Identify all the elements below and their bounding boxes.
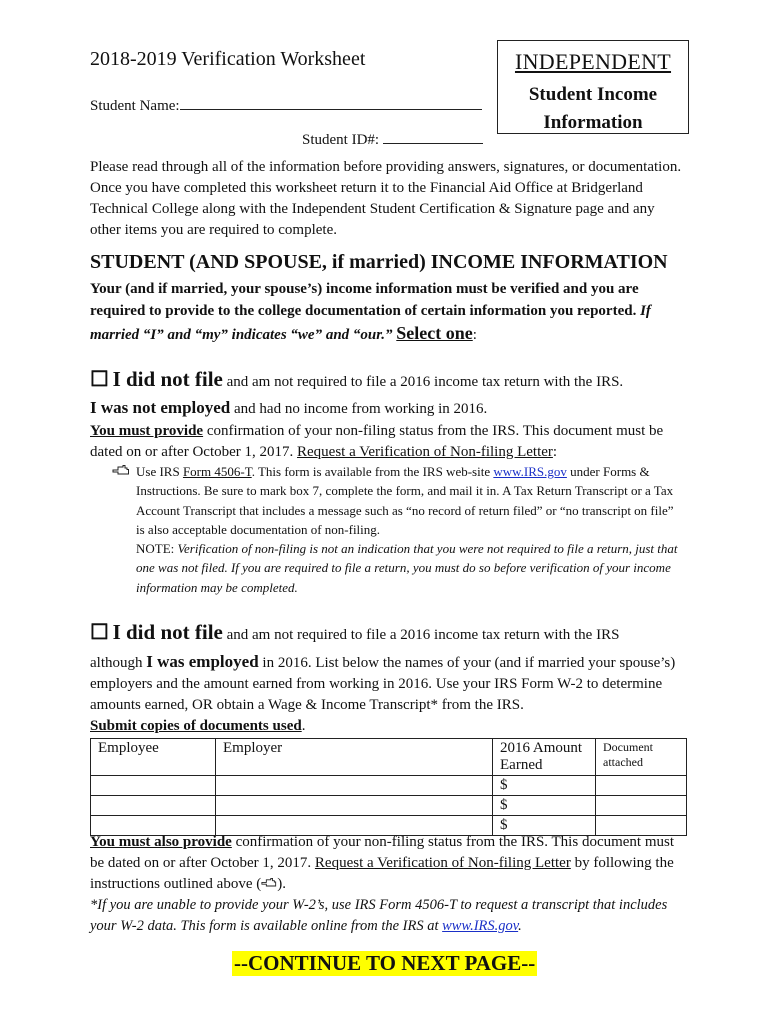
after-text-1: confirmation of your non-filing status from the IRS. This document must be dated on or after October 1, 2017. — [90, 834, 675, 871]
option-2-heading — [90, 620, 619, 645]
option-2-title-rest: and am not required to file a 2016 income tax return with the IRS — [226, 627, 620, 643]
irs-website-link-2[interactable]: www.IRS.gov — [442, 918, 519, 934]
section-heading: STUDENT (AND SPOUSE, if married) INCOME INFORMATION — [90, 251, 668, 273]
independent-box — [497, 40, 689, 134]
employer-cell[interactable] — [216, 776, 493, 796]
option-1-must-provide: You must provide confirmation of your non-filing status from the IRS. This document must be dated on or after October 1, 2017. Request a Verification of Non-filing Letter: — [90, 423, 664, 460]
note-prefix: Use IRS — [136, 464, 180, 479]
option-2-employed: I was employed — [146, 652, 259, 671]
intro-paragraph: Please read through all of the information before providing answers, signatures, or documentation. Once you have completed this worksheet return it to the Financial Aid Office at Bridgerland Technical College along with the Independent Student Certification & Signature page and any other items you are required to complete. — [90, 159, 682, 238]
option-1-note — [112, 462, 682, 597]
table-row — [91, 796, 687, 816]
section-instructions — [90, 278, 682, 346]
box-heading: INDEPENDENT — [514, 49, 672, 74]
employee-cell[interactable] — [91, 796, 216, 816]
student-name-label: Student Name: — [90, 98, 180, 114]
note-label: NOTE: — [136, 541, 175, 557]
document-cell[interactable] — [596, 796, 687, 816]
option-1-line2 — [90, 398, 487, 418]
employee-cell[interactable] — [91, 776, 216, 796]
option-1-checkbox[interactable]: ☐ — [90, 367, 109, 391]
header-document: Document attached — [596, 739, 687, 776]
option-1-title-rest: and am not required to file a 2016 income tax return with the IRS. — [226, 374, 624, 390]
option-2-body — [90, 651, 682, 737]
option-1-line2-rest: and had no income from working in 2016. — [234, 401, 488, 417]
box-subtitle-1: Student Income — [528, 84, 658, 105]
option-2-body-rest: in 2016. List below the names of your (and if married your spouse’s) employers and the amount earned from working in 2016. Use your IRS Form W-2 to determine amounts earned, OR obtain a Wage & Income Transcript* from the IRS. — [90, 655, 676, 713]
page-title: 2018-2019 Verification Worksheet — [90, 48, 366, 70]
option-2-title: I did not file — [112, 620, 223, 644]
hand-pointer-icon — [112, 462, 130, 481]
option-2-checkbox[interactable]: ☐ — [90, 620, 109, 644]
after-text-3: ). — [277, 876, 286, 892]
student-id-label: Student ID#: — [302, 132, 380, 148]
student-name-row — [90, 95, 482, 115]
student-id-field[interactable] — [383, 129, 483, 144]
select-one-colon: : — [472, 327, 477, 343]
section-sub-italic: If married “I” and “my” indicates “we” and “our.” — [90, 303, 651, 343]
table-header-row — [91, 739, 687, 776]
employer-cell[interactable] — [216, 796, 493, 816]
footnote-text: *If you are unable to provide your W-2’s, use IRS Form 4506-T to request a transcript that includes your W-2 data. This form is available online from the IRS at — [90, 897, 668, 934]
after-table-paragraph — [90, 832, 682, 895]
submit-copies-label: Submit copies of documents used — [90, 718, 302, 734]
option-1-not-employed: I was not employed — [90, 398, 231, 417]
option-1-heading — [90, 367, 623, 392]
after-text-2: by following the instructions outlined above ( — [90, 855, 674, 892]
box-subtitle-2: Information — [543, 112, 643, 133]
note-mid: . This form is available from the IRS web-site — [251, 464, 491, 479]
w2-footnote — [90, 895, 682, 937]
continue-banner: --CONTINUE TO NEXT PAGE-- — [234, 951, 536, 975]
header-amount: 2016 Amount Earned — [493, 739, 596, 776]
request-letter-link-1[interactable]: Request a Verification of Non-filing Letter — [297, 444, 553, 460]
request-letter-link-2[interactable]: Request a Verification of Non-filing Letter — [314, 855, 571, 871]
note-italic: Verification of non-filing is not an indication that you were not required to file a return, just that one was not filed. If you are required to file a return, you must do so before verification of your income information may be completed. — [136, 541, 678, 595]
header-employee: Employee — [91, 739, 216, 776]
option-2-although: although — [90, 655, 143, 671]
must-also-provide-label: You must also provide — [90, 834, 232, 850]
must-provide-text: confirmation of your non-filing status from the IRS. This document must be dated on or after October 1, 2017. — [90, 423, 664, 460]
footnote-end: . — [518, 918, 522, 934]
amount-cell[interactable]: $ — [493, 796, 596, 816]
header-employer: Employer — [216, 739, 493, 776]
hand-pointer-icon — [261, 876, 277, 892]
note-rest: under Forms & Instructions. Be sure to mark box 7, complete the form, and mail it in. A Tax Return Transcript or a Tax Account Transcript that includes a message such as “no record of return filed” or “no transcript on file” is also acceptable documentation of non-filing. — [136, 464, 674, 537]
option-1-title: I did not file — [112, 367, 223, 391]
must-provide-label: You must provide — [90, 423, 204, 439]
form-4506t-link[interactable]: Form 4506-T — [182, 464, 252, 479]
section-sub-text: Your (and if married, your spouse’s) income information must be verified and you are required to provide to the college documentation of certain information you reported. — [90, 281, 639, 319]
employment-table — [90, 738, 687, 836]
student-name-field[interactable] — [180, 95, 482, 110]
student-id-row — [302, 129, 483, 149]
document-cell[interactable] — [596, 776, 687, 796]
table-row — [91, 776, 687, 796]
submit-copies-period: . — [301, 718, 306, 734]
select-one-label: Select one — [396, 323, 473, 343]
amount-cell[interactable]: $ — [493, 816, 596, 836]
amount-cell[interactable]: $ — [493, 776, 596, 796]
irs-website-link-1[interactable]: www.IRS.gov — [493, 464, 567, 479]
